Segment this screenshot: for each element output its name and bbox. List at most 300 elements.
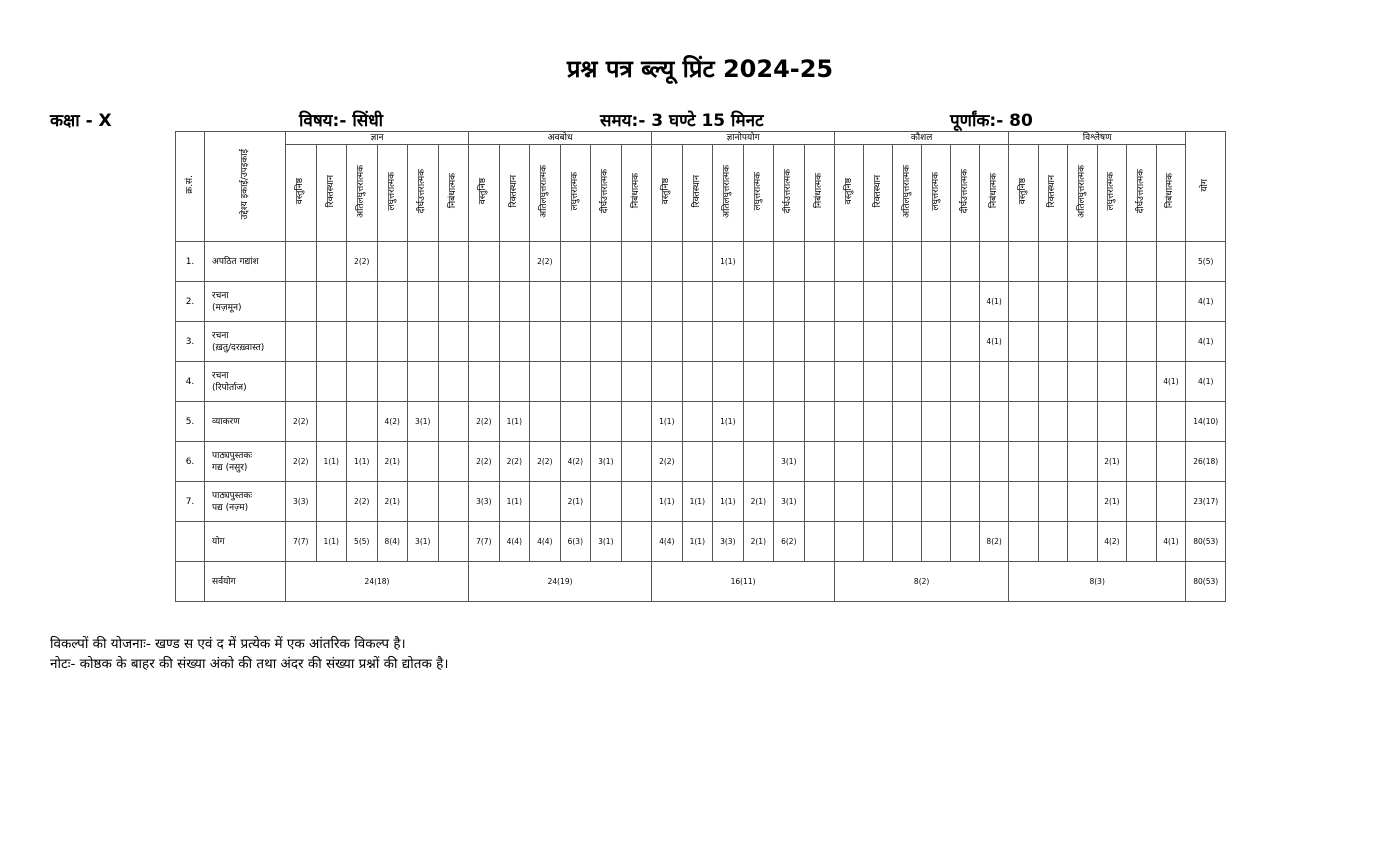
marks-cell (951, 442, 980, 482)
marks-cell (1009, 402, 1039, 442)
marks-cell (591, 402, 622, 442)
marks-cell (893, 442, 922, 482)
unit-name: पाठ्यपुस्तकः पद्य (नज़्म) (205, 482, 286, 522)
question-type-header: रिक्तस्थान (316, 145, 347, 242)
subject-label: विषय:- सिंधी (299, 111, 384, 131)
marks-cell (1038, 402, 1068, 442)
marks-cell (652, 242, 683, 282)
question-type-header: लघुत्तरात्मक (922, 145, 951, 242)
marks-cell (652, 322, 683, 362)
marks-cell (1097, 242, 1127, 282)
marks-cell: 1(1) (713, 242, 744, 282)
marks-cell (774, 322, 805, 362)
marks-cell: 1(1) (652, 482, 683, 522)
row-total: 14(10) (1186, 402, 1226, 442)
marks-cell (1009, 362, 1039, 402)
marks-cell (804, 282, 835, 322)
table-row (176, 402, 1226, 442)
marks-cell (951, 242, 980, 282)
marks-cell (835, 322, 864, 362)
marks-cell: 4(2) (1097, 522, 1127, 562)
marks-cell: 2(1) (377, 482, 408, 522)
marks-cell: 2(2) (347, 482, 378, 522)
marks-cell (591, 322, 622, 362)
row-total: 23(17) (1186, 482, 1226, 522)
question-type-header: निबंधात्मक (804, 145, 835, 242)
marks-cell: 1(1) (652, 402, 683, 442)
question-type-header: दीर्घउत्तरात्मक (591, 145, 622, 242)
marks-cell: 4(2) (560, 442, 591, 482)
question-type-header: अतिलघुत्तरात्मक (1068, 145, 1098, 242)
marks-cell (1068, 282, 1098, 322)
marks-cell (864, 442, 893, 482)
marks-cell (743, 282, 774, 322)
marks-cell (922, 402, 951, 442)
marks-cell (804, 402, 835, 442)
marks-cell: 2(1) (743, 522, 774, 562)
question-type-header: अतिलघुत्तरात्मक (893, 145, 922, 242)
sno-header: क्र.सं. (176, 132, 205, 242)
marks-cell: 3(3) (286, 482, 317, 522)
marks-cell (652, 362, 683, 402)
marks-cell (438, 442, 469, 482)
marks-cell (835, 242, 864, 282)
marks-cell: 4(1) (1156, 362, 1186, 402)
marks-cell (804, 522, 835, 562)
marks-cell (922, 362, 951, 402)
marks-cell (1038, 282, 1068, 322)
marks-cell (804, 242, 835, 282)
row-total: 80(53) (1186, 522, 1226, 562)
question-type-header: वस्तुनिष्ठ (469, 145, 500, 242)
marks-cell (560, 362, 591, 402)
marks-cell (316, 282, 347, 322)
marks-cell (316, 402, 347, 442)
marks-cell (922, 242, 951, 282)
question-type-header: दीर्घउत्तरात्मक (774, 145, 805, 242)
marks-cell: 4(4) (652, 522, 683, 562)
marks-cell: 3(1) (774, 482, 805, 522)
options-note: विकल्पों की योजनाः- खण्ड स एवं द में प्रत्येक में एक आंतरिक विकल्प है। (50, 636, 406, 652)
marks-cell (1009, 322, 1039, 362)
question-type-header: दीर्घउत्तरात्मक (951, 145, 980, 242)
marks-cell (951, 482, 980, 522)
question-type-header: वस्तुनिष्ठ (286, 145, 317, 242)
marks-cell (835, 362, 864, 402)
marks-cell: 1(1) (713, 402, 744, 442)
marks-cell (1127, 282, 1157, 322)
marks-cell: 1(1) (499, 482, 530, 522)
marks-cell (1038, 322, 1068, 362)
marks-cell: 3(1) (408, 402, 439, 442)
marks-cell (713, 442, 744, 482)
question-type-header: दीर्घउत्तरात्मक (1127, 145, 1157, 242)
marks-cell (1068, 482, 1098, 522)
question-type-header: रिक्तस्थान (682, 145, 713, 242)
marks-cell: 7(7) (469, 522, 500, 562)
marks-cell: 2(1) (1097, 482, 1127, 522)
marks-cell (713, 362, 744, 402)
marks-cell (1038, 522, 1068, 562)
marks-cell: 2(2) (286, 442, 317, 482)
marks-cell: 4(4) (530, 522, 561, 562)
marks-cell (499, 362, 530, 402)
marks-cell (530, 282, 561, 322)
question-type-header: लघुत्तरात्मक (560, 145, 591, 242)
group-header: कौशल (835, 132, 1009, 145)
marks-cell (1009, 242, 1039, 282)
marks-cell (1156, 442, 1186, 482)
marks-cell (980, 402, 1009, 442)
marks-cell (951, 282, 980, 322)
marks-cell (560, 322, 591, 362)
marks-cell (499, 242, 530, 282)
marks-cell (1068, 402, 1098, 442)
marks-cell (804, 442, 835, 482)
question-type-header: वस्तुनिष्ठ (835, 145, 864, 242)
marks-cell: 3(1) (408, 522, 439, 562)
table-row (176, 282, 1226, 322)
marks-cell (1127, 442, 1157, 482)
marks-cell (682, 282, 713, 322)
question-type-header: अतिलघुत्तरात्मक (713, 145, 744, 242)
total-header: योग (1186, 132, 1226, 242)
marks-cell: 1(1) (347, 442, 378, 482)
marks-cell (682, 402, 713, 442)
marks-cell (499, 282, 530, 322)
marks-cell: 1(1) (316, 442, 347, 482)
marks-cell (713, 282, 744, 322)
marks-cell (469, 322, 500, 362)
question-type-header: निबंधात्मक (438, 145, 469, 242)
marks-cell (438, 362, 469, 402)
marks-cell (1156, 242, 1186, 282)
question-type-header: लघुत्तरात्मक (743, 145, 774, 242)
marks-cell (1038, 442, 1068, 482)
marks-cell (743, 442, 774, 482)
marks-cell (469, 242, 500, 282)
marks-cell (560, 282, 591, 322)
marks-cell (621, 482, 652, 522)
marks-cell (682, 322, 713, 362)
marks-cell: 8(4) (377, 522, 408, 562)
marks-cell (530, 402, 561, 442)
group-grand-total: 24(19) (469, 562, 652, 602)
marks-cell: 1(1) (713, 482, 744, 522)
marks-cell (743, 362, 774, 402)
marks-cell (951, 522, 980, 562)
table-row (176, 522, 1226, 562)
marks-cell (1127, 482, 1157, 522)
marks-cell: 8(2) (980, 522, 1009, 562)
marks-cell (922, 282, 951, 322)
marks-cell (316, 482, 347, 522)
marks-cell: 2(2) (469, 442, 500, 482)
marks-cell: 4(1) (1156, 522, 1186, 562)
marks-cell (1068, 522, 1098, 562)
marks-cell: 2(2) (530, 442, 561, 482)
marks-cell (804, 322, 835, 362)
marks-cell (1038, 242, 1068, 282)
marks-cell (893, 482, 922, 522)
serial-number: 4. (176, 362, 205, 402)
marks-cell (621, 282, 652, 322)
marks-cell: 3(1) (591, 442, 622, 482)
marks-cell (835, 482, 864, 522)
unit-name: योग (205, 522, 286, 562)
marks-cell (1127, 242, 1157, 282)
marks-cell (893, 282, 922, 322)
marks-cell (438, 322, 469, 362)
group-grand-total: 8(2) (835, 562, 1009, 602)
marks-cell: 2(2) (652, 442, 683, 482)
group-grand-total: 8(3) (1009, 562, 1186, 602)
marks-cell (316, 362, 347, 402)
marks-cell (893, 402, 922, 442)
marks-cell: 4(4) (499, 522, 530, 562)
marks-cell (286, 242, 317, 282)
serial-number (176, 522, 205, 562)
marks-cell (864, 522, 893, 562)
marks-cell (408, 242, 439, 282)
marks-cell: 2(2) (469, 402, 500, 442)
marks-cell (682, 242, 713, 282)
overall-total: 80(53) (1186, 562, 1226, 602)
marks-cell (893, 522, 922, 562)
class-label: कक्षा - X (50, 111, 112, 131)
marks-cell (1009, 282, 1039, 322)
question-type-header: वस्तुनिष्ठ (1009, 145, 1039, 242)
marks-cell (621, 442, 652, 482)
marks-cell (377, 242, 408, 282)
marks-cell (864, 322, 893, 362)
marks-cell (438, 522, 469, 562)
marks-cell (286, 362, 317, 402)
marks-cell (1127, 522, 1157, 562)
marks-cell (980, 442, 1009, 482)
marks-cell (980, 242, 1009, 282)
marks-cell (713, 322, 744, 362)
marks-cell (951, 362, 980, 402)
question-type-header: निबंधात्मक (980, 145, 1009, 242)
marks-cell (621, 242, 652, 282)
marks-cell (530, 322, 561, 362)
page-title: प्रश्न पत्र ब्ल्यू प्रिंट 2024-25 (566, 55, 834, 83)
serial-number: 1. (176, 242, 205, 282)
marks-cell (1097, 402, 1127, 442)
serial-number: 2. (176, 282, 205, 322)
table-row (176, 242, 1226, 282)
marks-cell (1068, 442, 1098, 482)
marks-cell (316, 322, 347, 362)
marks-cell (1156, 322, 1186, 362)
marks-cell (922, 442, 951, 482)
group-grand-total: 24(18) (286, 562, 469, 602)
marks-cell: 6(2) (774, 522, 805, 562)
group-header: अवबोध (469, 132, 652, 145)
marks-cell (951, 402, 980, 442)
marks-cell (922, 322, 951, 362)
marks-cell: 5(5) (347, 522, 378, 562)
row-total: 5(5) (1186, 242, 1226, 282)
marks-cell (377, 362, 408, 402)
serial-number (176, 562, 205, 602)
question-type-header: अतिलघुत्तरात्मक (347, 145, 378, 242)
marks-cell (591, 482, 622, 522)
serial-number: 7. (176, 482, 205, 522)
question-type-header: दीर्घउत्तरात्मक (408, 145, 439, 242)
marks-cell (743, 322, 774, 362)
marks-cell (1009, 442, 1039, 482)
marks-cell: 1(1) (499, 402, 530, 442)
marks-cell: 3(3) (469, 482, 500, 522)
question-type-header: रिक्तस्थान (1038, 145, 1068, 242)
marks-cell (804, 362, 835, 402)
unit-name: अपठित गद्यांश (205, 242, 286, 282)
marks-cell (893, 322, 922, 362)
marks-cell (1156, 282, 1186, 322)
question-type-header: लघुत्तरात्मक (377, 145, 408, 242)
marks-cell (774, 362, 805, 402)
marks-cell (652, 282, 683, 322)
unit-name: रचना (रिपोर्ताज) (205, 362, 286, 402)
marks-cell (286, 322, 317, 362)
marks-cell (1009, 522, 1039, 562)
marks-cell (621, 362, 652, 402)
marks-cell: 1(1) (316, 522, 347, 562)
marks-cell: 2(1) (1097, 442, 1127, 482)
marks-cell (804, 482, 835, 522)
table-row (176, 482, 1226, 522)
marks-cell (1068, 362, 1098, 402)
marks-cell (530, 362, 561, 402)
marks-cell (1127, 362, 1157, 402)
marks-cell: 4(2) (377, 402, 408, 442)
row-total: 4(1) (1186, 362, 1226, 402)
max-marks-label: पूर्णांक:- 80 (950, 111, 1033, 131)
marks-cell (835, 282, 864, 322)
grand-total-label: सर्वयोग (205, 562, 286, 602)
marks-cell (743, 402, 774, 442)
marks-cell (438, 282, 469, 322)
marks-cell (980, 362, 1009, 402)
marks-cell: 2(2) (286, 402, 317, 442)
marks-cell (893, 362, 922, 402)
marks-cell (408, 322, 439, 362)
marks-cell (408, 282, 439, 322)
marks-cell (621, 402, 652, 442)
marks-cell (377, 322, 408, 362)
marks-cell (682, 442, 713, 482)
marks-cell: 4(1) (980, 282, 1009, 322)
marks-cell: 4(1) (980, 322, 1009, 362)
marks-cell (591, 362, 622, 402)
question-type-header: रिक्तस्थान (499, 145, 530, 242)
row-total: 26(18) (1186, 442, 1226, 482)
marks-cell: 2(2) (530, 242, 561, 282)
blueprint-table (175, 131, 1226, 602)
marks-cell: 2(2) (499, 442, 530, 482)
marks-cell (1156, 482, 1186, 522)
table-header (176, 132, 1226, 242)
marks-cell (347, 322, 378, 362)
unit-name: रचना (मज़मून) (205, 282, 286, 322)
marks-cell: 3(1) (774, 442, 805, 482)
marks-cell (1068, 242, 1098, 282)
marks-cell: 2(1) (743, 482, 774, 522)
marks-cell (1068, 322, 1098, 362)
marks-cell (1009, 482, 1039, 522)
marks-cell: 1(1) (682, 482, 713, 522)
time-label: समय:- 3 घण्टे 15 मिनट (600, 111, 764, 131)
unit-header: उद्देश्य इकाई/उपइकाई (205, 132, 286, 242)
marks-cell (438, 482, 469, 522)
unit-name: पाठ्यपुस्तकः गद्य (नसुर) (205, 442, 286, 482)
marks-cell (1097, 362, 1127, 402)
question-type-header: रिक्तस्थान (864, 145, 893, 242)
table-row (176, 442, 1226, 482)
table-body (176, 242, 1226, 602)
marks-cell: 1(1) (682, 522, 713, 562)
marks-cell (591, 242, 622, 282)
unit-name: रचना (ख़तु/दरख़्वास्त) (205, 322, 286, 362)
group-header: ज्ञान (286, 132, 469, 145)
marks-cell (408, 362, 439, 402)
marks-cell (864, 482, 893, 522)
marks-cell (347, 282, 378, 322)
marks-cell (1127, 322, 1157, 362)
table-row (176, 362, 1226, 402)
marks-cell: 7(7) (286, 522, 317, 562)
marks-cell: 6(3) (560, 522, 591, 562)
marks-cell (864, 362, 893, 402)
group-grand-total: 16(11) (652, 562, 835, 602)
marks-cell (469, 282, 500, 322)
marks-cell (1097, 322, 1127, 362)
marks-cell (286, 282, 317, 322)
marks-cell (922, 482, 951, 522)
grand-total-row (176, 562, 1226, 602)
marks-cell (316, 242, 347, 282)
marks-cell (951, 322, 980, 362)
marks-cell (835, 402, 864, 442)
marks-cell: 2(1) (560, 482, 591, 522)
question-type-header: निबंधात्मक (1156, 145, 1186, 242)
question-type-header: निबंधात्मक (621, 145, 652, 242)
marks-cell: 2(1) (377, 442, 408, 482)
marks-cell (864, 242, 893, 282)
marks-cell (774, 242, 805, 282)
marks-cell (438, 242, 469, 282)
marks-cell (621, 322, 652, 362)
marks-cell: 2(2) (347, 242, 378, 282)
group-header: विश्लेषण (1009, 132, 1186, 145)
unit-name: व्याकरण (205, 402, 286, 442)
marks-cell (347, 362, 378, 402)
legend-note: नोटः- कोष्ठक के बाहर की संख्या अंको की तथा अंदर की संख्या प्रश्नों की द्योतक है। (50, 656, 449, 672)
marks-cell (530, 482, 561, 522)
question-type-header: अतिलघुत्तरात्मक (530, 145, 561, 242)
marks-cell (1156, 402, 1186, 442)
marks-cell (835, 522, 864, 562)
marks-cell (621, 522, 652, 562)
question-type-header: वस्तुनिष्ठ (652, 145, 683, 242)
marks-cell (408, 442, 439, 482)
marks-cell (438, 402, 469, 442)
marks-cell (1097, 282, 1127, 322)
marks-cell (408, 482, 439, 522)
marks-cell (864, 282, 893, 322)
